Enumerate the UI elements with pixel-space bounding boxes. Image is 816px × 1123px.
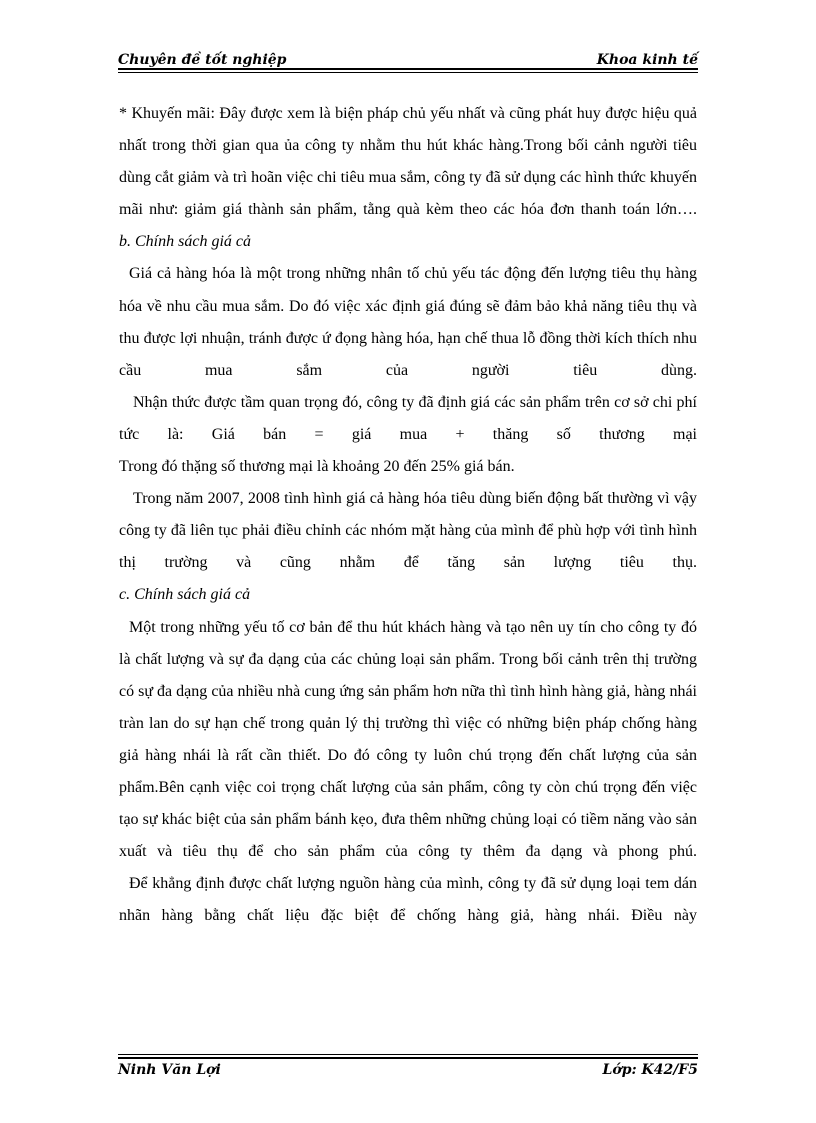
paragraph-margin: Trong đó thặng số thương mại là khoảng 20 đến 25% giá bán. <box>119 458 515 476</box>
paragraph-promotion: * Khuyến mãi: Đây được xem là biện pháp chủ yếu nhất và cũng phát huy được hiệu quả nhất trong thời gian qua ủa công ty nhằm thu hút khác hàng.Trong bối cảnh người tiêu dùng cắt giảm và trì hoãn việc chi tiêu mua sắm, công ty đã sử dụng các hình thức khuyến mãi như: giảm giá thành sản phẩm, tằng quà kèm theo các hóa đơn thanh toán lớn…. <box>119 105 697 219</box>
page-footer <box>118 1050 698 1078</box>
paragraph-price-factor: Giá cả hàng hóa là một trong những nhân tố chủ yếu tác động đến lượng tiêu thụ hàng hóa về nhu cầu mua sắm. Do đó việc xác định giá đúng sẽ đảm bảo khả năng tiêu thụ và thu được lợi nhuận, tránh được ứ đọng hàng hóa, hạn chế thua lỗ đồng thời kích thích nhu cầu mua sắm của người tiêu dùng. <box>119 265 697 379</box>
paragraph-product-quality: Một trong những yếu tố cơ bản để thu hút khách hàng và tạo nên uy tín cho công ty đó là chất lượng và sự đa dạng của các chủng loại sản phẩm. Trong bối cảnh trên thị trường có sự đa dạng của nhiều nhà cung ứng sản phẩm hơn nữa thì tình hình hàng giả, hàng nhái tràn lan do sự hạn chế trong quản lý thị trường thì việc có những biện pháp chống hàng giả hàng nhái là rất cần thiết. Do đó công ty luôn chú trọng đến chất lượng của sản phẩm.Bên cạnh việc coi trọng chất lượng của sản phẩm, công ty còn chú trọng đến việc tạo sự khác biệt của sản phẩm bánh kẹo, đưa thêm những chủng loại có tiềm năng vào sản xuất và tiêu thụ để cho sản phẩm của công ty thêm đa dạng và phong phú. <box>119 618 697 861</box>
document-body <box>119 98 697 932</box>
footer-rule-thin <box>118 1054 698 1055</box>
heading-price-policy-c: c. Chính sách giá cả <box>119 586 251 604</box>
paragraph-anti-counterfeit: Để khẳng định được chất lượng nguồn hàng của mình, công ty đã sử dụng loại tem dán nhãn hàng bằng chất liệu đặc biệt để chống hàng giả, hàng nhái. Điều này <box>119 875 697 925</box>
paragraph-price-basis: Nhận thức được tầm quan trọng đó, công ty đã định giá các sản phẩm trên cơ sở chi phí tức là: Giá bán = giá mua + thăng số thương mại <box>119 393 697 443</box>
footer-author: Ninh Văn Lợi <box>118 1062 221 1078</box>
heading-price-policy-b: b. Chính sách giá cả <box>119 233 251 251</box>
header-left-title: Chuyên đề tốt nghiệp <box>118 52 287 68</box>
footer-rule-thick <box>118 1057 698 1059</box>
header-rule-thin <box>118 72 698 73</box>
header-right-title: Khoa kinh tế <box>596 52 698 68</box>
footer-class: Lớp: K42/F5 <box>602 1062 698 1078</box>
paragraph-price-fluctuation: Trong năm 2007, 2008 tình hình giá cả hàng hóa tiêu dùng biến động bất thường vì vậy công ty đã liên tục phải điều chỉnh các nhóm mặt hàng của mình để phù hợp với tình hình thị trường và cũng nhằm để tăng sản lượng tiêu thụ. <box>119 490 697 572</box>
page-header <box>118 46 698 68</box>
header-rule-thick <box>118 68 698 70</box>
